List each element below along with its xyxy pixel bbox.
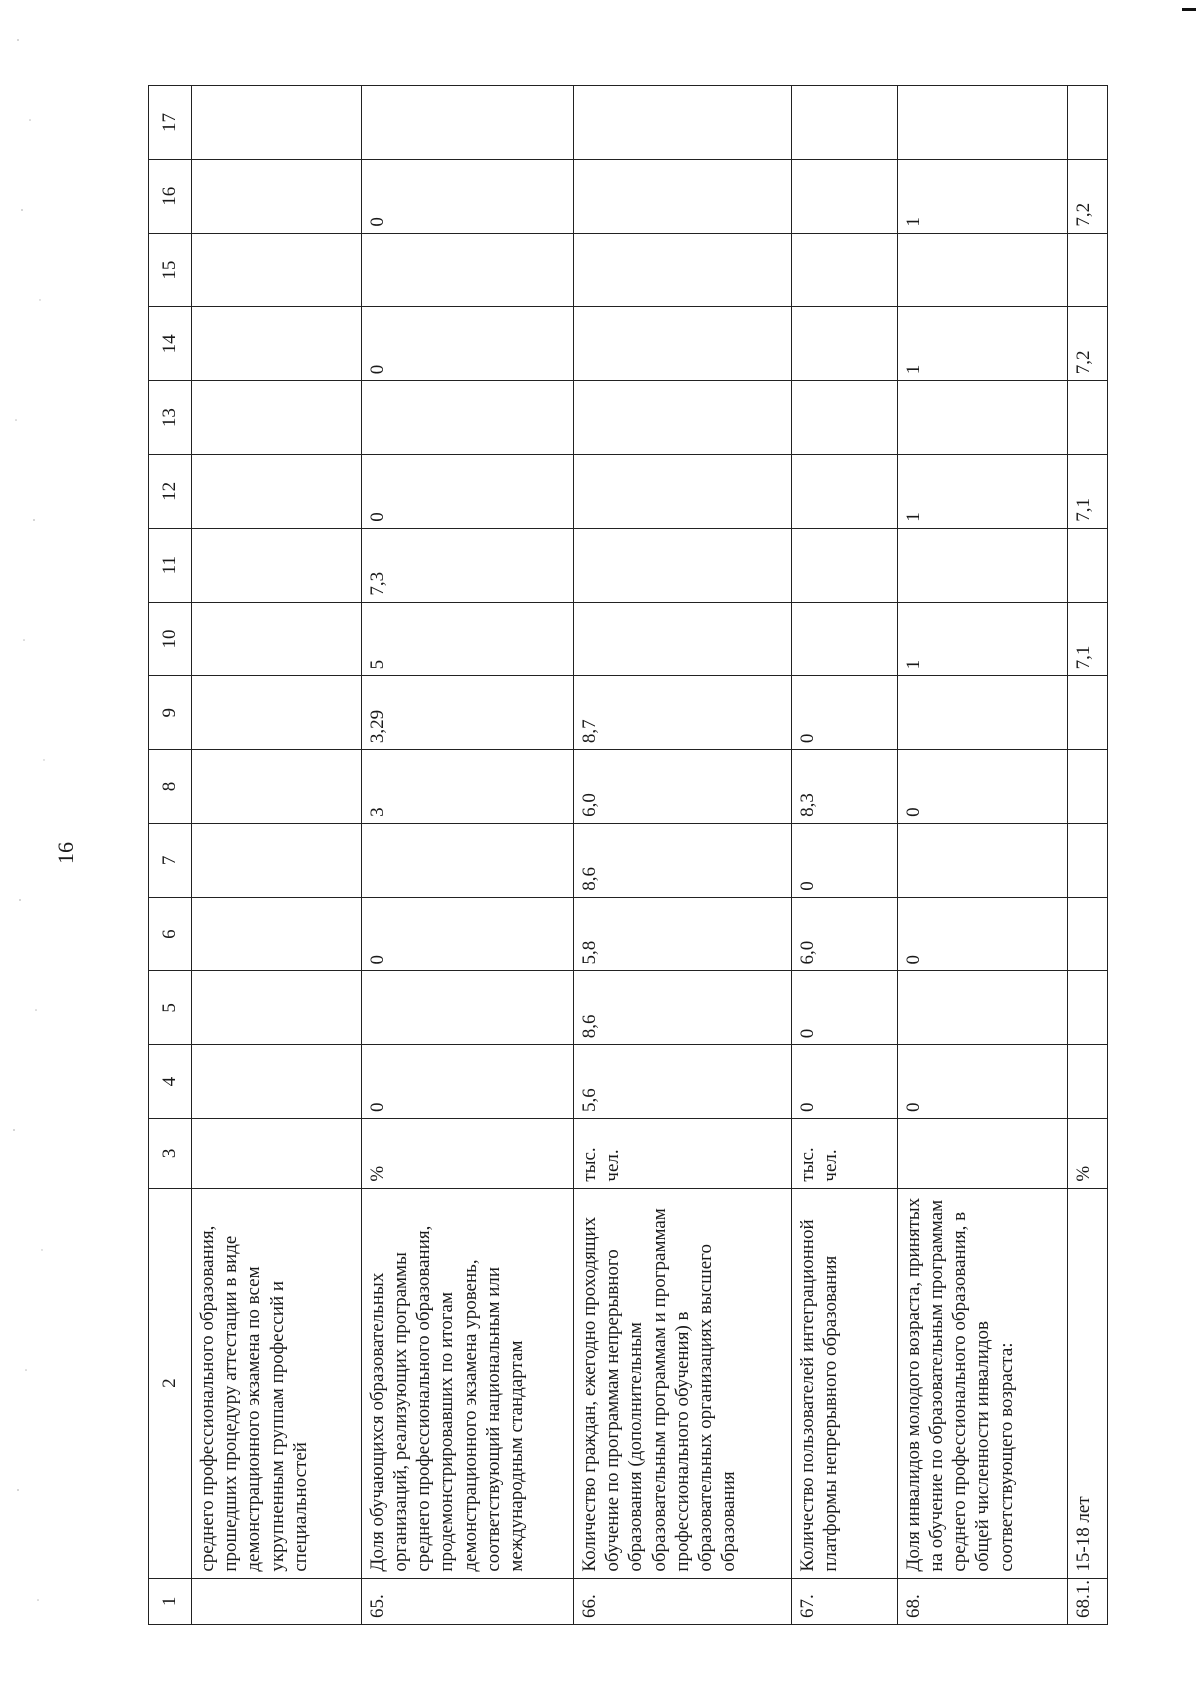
value-cell [192,602,362,676]
value-cell: 8,3 [791,750,897,824]
column-header-8: 8 [149,750,192,824]
value-cell: 3 [361,750,573,824]
value-cell [574,159,792,233]
value-cell [192,307,362,381]
column-header-12: 12 [149,455,192,529]
value-cell [192,381,362,455]
table-row [361,86,573,1625]
value-cell [897,823,1067,897]
column-header-17: 17 [149,86,192,160]
column-header-9: 9 [149,676,192,750]
value-cell: 0 [897,1045,1067,1119]
value-cell [791,86,897,160]
indicator-name-cell: 15-18 лет [1067,1188,1107,1578]
unit-cell [897,1119,1067,1189]
value-cell [192,676,362,750]
value-cell [192,528,362,602]
value-cell [192,971,362,1045]
row-number-cell: 67. [791,1578,897,1624]
column-header-4: 4 [149,1045,192,1119]
value-cell [192,233,362,307]
value-cell: 1 [897,159,1067,233]
value-cell [791,455,897,529]
value-cell [192,897,362,971]
unit-cell: тыс. чел. [791,1119,897,1189]
value-cell: 0 [791,1045,897,1119]
scan-noise-dots [0,0,60,1703]
unit-cell: % [1067,1119,1107,1189]
column-header-13: 13 [149,381,192,455]
unit-cell [192,1119,362,1189]
column-header-5: 5 [149,971,192,1045]
value-cell [361,971,573,1045]
column-header-2: 2 [149,1188,192,1578]
value-cell: 7,1 [1067,602,1107,676]
value-cell [574,381,792,455]
value-cell [361,86,573,160]
value-cell [791,381,897,455]
value-cell [574,233,792,307]
value-cell: 7,2 [1067,307,1107,381]
row-number-cell [192,1578,362,1624]
value-cell [791,159,897,233]
value-cell: 7,3 [361,528,573,602]
table-row [192,86,362,1625]
row-number-cell: 68.1. [1067,1578,1107,1624]
value-cell: 3,29 [361,676,573,750]
value-cell: 0 [361,455,573,529]
value-cell [1067,823,1107,897]
value-cell [574,528,792,602]
table-header-row [149,86,192,1625]
value-cell: 0 [361,897,573,971]
value-cell [574,86,792,160]
scan-edge-mark [1182,8,1196,11]
value-cell [192,1045,362,1119]
value-cell [192,86,362,160]
column-header-14: 14 [149,307,192,381]
value-cell: 5 [361,602,573,676]
column-header-15: 15 [149,233,192,307]
value-cell [574,307,792,381]
value-cell: 6,0 [791,897,897,971]
value-cell [1067,750,1107,824]
column-header-1: 1 [149,1578,192,1624]
value-cell [897,676,1067,750]
table-body [192,86,1108,1625]
column-header-6: 6 [149,897,192,971]
value-cell: 5,6 [574,1045,792,1119]
indicators-table [148,85,1108,1625]
unit-cell: % [361,1119,573,1189]
value-cell [897,528,1067,602]
value-cell [1067,897,1107,971]
value-cell: 0 [791,676,897,750]
page-number: 16 [53,842,78,864]
value-cell: 1 [897,602,1067,676]
value-cell: 8,7 [574,676,792,750]
value-cell [361,381,573,455]
value-cell [897,381,1067,455]
table-row [574,86,792,1625]
value-cell [1067,381,1107,455]
value-cell [574,602,792,676]
value-cell [791,233,897,307]
value-cell [1067,233,1107,307]
unit-cell: тыс. чел. [574,1119,792,1189]
value-cell: 0 [361,159,573,233]
column-header-10: 10 [149,602,192,676]
column-header-3: 3 [149,1119,192,1189]
table-row [897,86,1067,1625]
value-cell: 7,2 [1067,159,1107,233]
indicator-name-cell: Количество граждан, ежегодно проходящих обучение по программам непрерывного образования (дополнительным образовательным программам и программам профессионального обучения) в образовательных организациях высшего образования [574,1188,792,1578]
value-cell [897,971,1067,1045]
rotated-table-container [148,85,1108,1625]
value-cell [897,86,1067,160]
value-cell: 7,1 [1067,455,1107,529]
indicator-name-cell: Количество пользователей интеграционной платформы непрерывного образования [791,1188,897,1578]
indicator-name-cell: Доля инвалидов молодого возраста, принятых на обучение по образовательным программам среднего профессионального образования, в общей численности инвалидов соответствующего возраста: [897,1188,1067,1578]
value-cell: 8,6 [574,823,792,897]
value-cell: 1 [897,455,1067,529]
value-cell: 0 [361,307,573,381]
row-number-cell: 66. [574,1578,792,1624]
value-cell [1067,1045,1107,1119]
row-number-cell: 68. [897,1578,1067,1624]
indicator-name-cell: среднего профессионального образования, прошедших процедуру аттестации в виде демонстрационного экзамена по всем укрупненным группам профессий и специальностей [192,1188,362,1578]
value-cell: 0 [791,823,897,897]
value-cell [897,233,1067,307]
value-cell: 5,8 [574,897,792,971]
value-cell: 8,6 [574,971,792,1045]
value-cell [791,528,897,602]
value-cell [361,823,573,897]
value-cell [1067,86,1107,160]
value-cell: 6,0 [574,750,792,824]
value-cell [192,823,362,897]
column-header-11: 11 [149,528,192,602]
value-cell: 0 [361,1045,573,1119]
value-cell [791,307,897,381]
table-row [791,86,897,1625]
value-cell [192,159,362,233]
value-cell: 1 [897,307,1067,381]
value-cell [361,233,573,307]
column-header-7: 7 [149,823,192,897]
value-cell: 0 [791,971,897,1045]
value-cell [1067,971,1107,1045]
value-cell [791,602,897,676]
indicator-name-cell: Доля обучающихся образовательных организаций, реализующих программы среднего профессионального образования, продемонстрировавших по итогам демонстрационного экзамена уровень, соответствующий национальным или международным стандартам [361,1188,573,1578]
value-cell [192,750,362,824]
table-row [1067,86,1107,1625]
value-cell [574,455,792,529]
row-number-cell: 65. [361,1578,573,1624]
value-cell: 0 [897,750,1067,824]
value-cell [1067,676,1107,750]
value-cell: 0 [897,897,1067,971]
value-cell [192,455,362,529]
column-header-16: 16 [149,159,192,233]
value-cell [1067,528,1107,602]
